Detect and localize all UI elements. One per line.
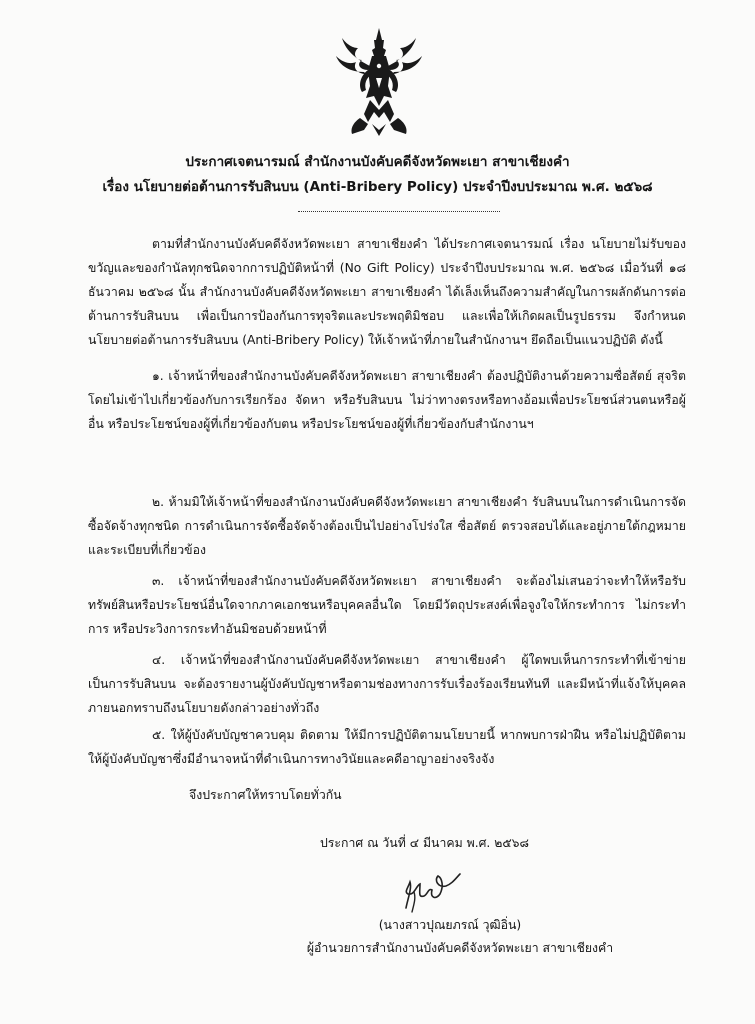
signatory-name: (นางสาวปุณยภรณ์ วุฒิอิ่น) xyxy=(378,918,522,932)
policy-item-text: ๒. ห้ามมิให้เจ้าหน้าที่ของสำนักงานบังคับคดีจังหวัดพะเยา สาขาเชียงคำ รับสินบนในการดำเนินการจัดซื้อจัดจ้างทุกชนิด การดำเนินการจัดซื้อจัดจ้างต้องเป็นไปอย่างโปร่งใส ซื่อสัตย์ ตรวจสอบได้และอยู่ภายใต้กฎหมายและระเบียบที่เกี่ยวข้อง xyxy=(88,495,686,557)
policy-item-text: ๑. เจ้าหน้าที่ของสำนักงานบังคับคดีจังหวัดพะเยา สาขาเชียงคำ ต้องปฏิบัติงานด้วยความซื่อสัตย์ สุจริต โดยไม่เข้าไปเกี่ยวข้องกับการเรียกร้อง จัดหา หรือรับสินบน ไม่ว่าทางตรงหรือทางอ้อมเพื่อประโยชน์ส่วนตนหรือผู้อื่น หรือประโยชน์ของผู้ที่เกี่ยวข้องกับตน หรือประโยชน์ของผู้ที่เกี่ยวข้องกับสำนักงานฯ xyxy=(88,369,686,431)
garuda-emblem-icon xyxy=(334,26,424,138)
policy-item-text: ๕. ให้ผู้บังคับบัญชาควบคุม ติดตาม ให้มีการปฏิบัติตามนโยบายนี้ หากพบการฝ่าฝืน หรือไม่ปฏิบัติตาม ให้ผู้บังคับบัญชาซึ่งมีอำนาจหน้าที่ดำเนินการทางวินัยและคดีอาญาอย่างจริงจัง xyxy=(88,728,686,766)
announcement-date: ประกาศ ณ วันที่ ๔ มีนาคม พ.ศ. ๒๕๖๘ xyxy=(320,836,529,850)
closing-statement: จึงประกาศให้ทราบโดยทั่วกัน xyxy=(189,788,342,802)
policy-item-3 xyxy=(88,569,686,641)
policy-item-1 xyxy=(88,364,686,436)
policy-item-5 xyxy=(88,723,686,771)
policy-item-text: ๔. เจ้าหน้าที่ของสำนักงานบังคับคดีจังหวัดพะเยา สาขาเชียงคำ ผู้ใดพบเห็นการกระทำที่เข้าข่ายเป็นการรับสินบน จะต้องรายงานผู้บังคับบัญชาหรือตามช่องทางการรับเรื่องร้องเรียนทันที และมีหน้าที่แจ้งให้บุคคลภายนอกทราบถึงนโยบายดังกล่าวอย่างทั่วถึง xyxy=(88,653,686,715)
signatory-position: ผู้อำนวยการสำนักงานบังคับคดีจังหวัดพะเยา สาขาเชียงคำ xyxy=(306,941,614,955)
dotted-divider xyxy=(298,211,500,212)
announcement-title: ประกาศเจตนารมณ์ สำนักงานบังคับคดีจังหวัดพะเยา สาขาเชียงคำ xyxy=(185,154,570,170)
announcement-subject: เรื่อง นโยบายต่อต้านการรับสินบน (Anti-Bribery Policy) ประจำปีงบประมาณ พ.ศ. ๒๕๖๘ xyxy=(102,179,653,195)
policy-item-text: ๓. เจ้าหน้าที่ของสำนักงานบังคับคดีจังหวัดพะเยา สาขาเชียงคำ จะต้องไม่เสนอว่าจะทำให้หรือรับทรัพย์สินหรือประโยชน์อื่นใดจากภาคเอกชนหรือบุคคลอื่นใด โดยมีวัตถุประสงค์เพื่อจูงใจให้กระทำการ ไม่กระทำการ หรือประวิงการกระทำอันมิชอบด้วยหน้าที่ xyxy=(88,574,686,636)
intro-paragraph xyxy=(88,232,686,352)
intro-text: ตามที่สำนักงานบังคับคดีจังหวัดพะเยา สาขาเชียงคำ ได้ประกาศเจตนารมณ์ เรื่อง นโยบายไม่รับของขวัญและของกำนัลทุกชนิดจากการปฏิบัติหน้าที่ (No Gift Policy) ประจำปีงบประมาณ พ.ศ. ๒๕๖๘ เมื่อวันที่ ๑๘ ธันวาคม ๒๕๖๘ นั้น สำนักงานบังคับคดีจังหวัดพะเยา สาขาเชียงคำ ได้เล็งเห็นถึงความสำคัญในการผลักดันการต่อต้านการรับสินบน เพื่อเป็นการป้องกันการทุจริตและประพฤติมิชอบ และเพื่อให้เกิดผลเป็นรูปธรรม จึงกำหนดนโยบายต่อต้านการรับสินบน (Anti-Bribery Policy) ให้เจ้าหน้าที่ภายในสำนักงานฯ ยึดถือเป็นแนวปฏิบัติ ดังนี้ xyxy=(88,237,686,347)
handwritten-signature-icon xyxy=(398,868,466,914)
policy-item-2 xyxy=(88,490,686,562)
policy-item-4 xyxy=(88,648,686,720)
